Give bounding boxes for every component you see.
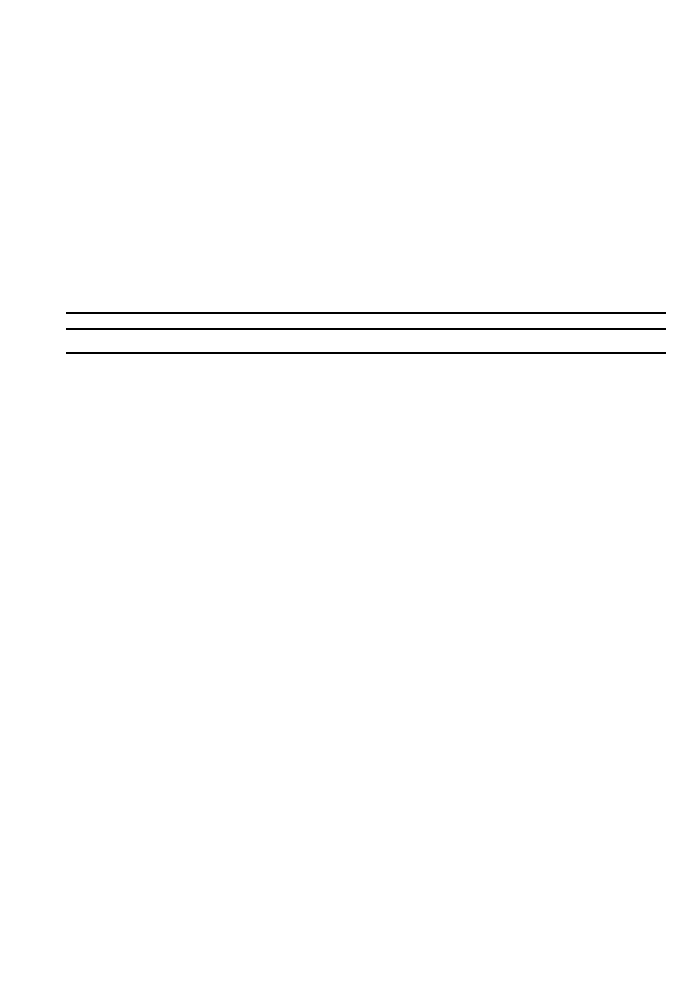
item-5-foreign-entity [66,328,666,330]
licensing-authority-header [66,129,490,131]
fill-in-line [66,352,666,354]
item-4-legal-entity [66,312,666,314]
document-body [66,310,666,356]
fill-in-line [66,312,666,314]
qr-code-icon [505,83,659,237]
item-6-individual-entrepreneur [66,352,666,354]
fill-in-line [66,328,666,330]
